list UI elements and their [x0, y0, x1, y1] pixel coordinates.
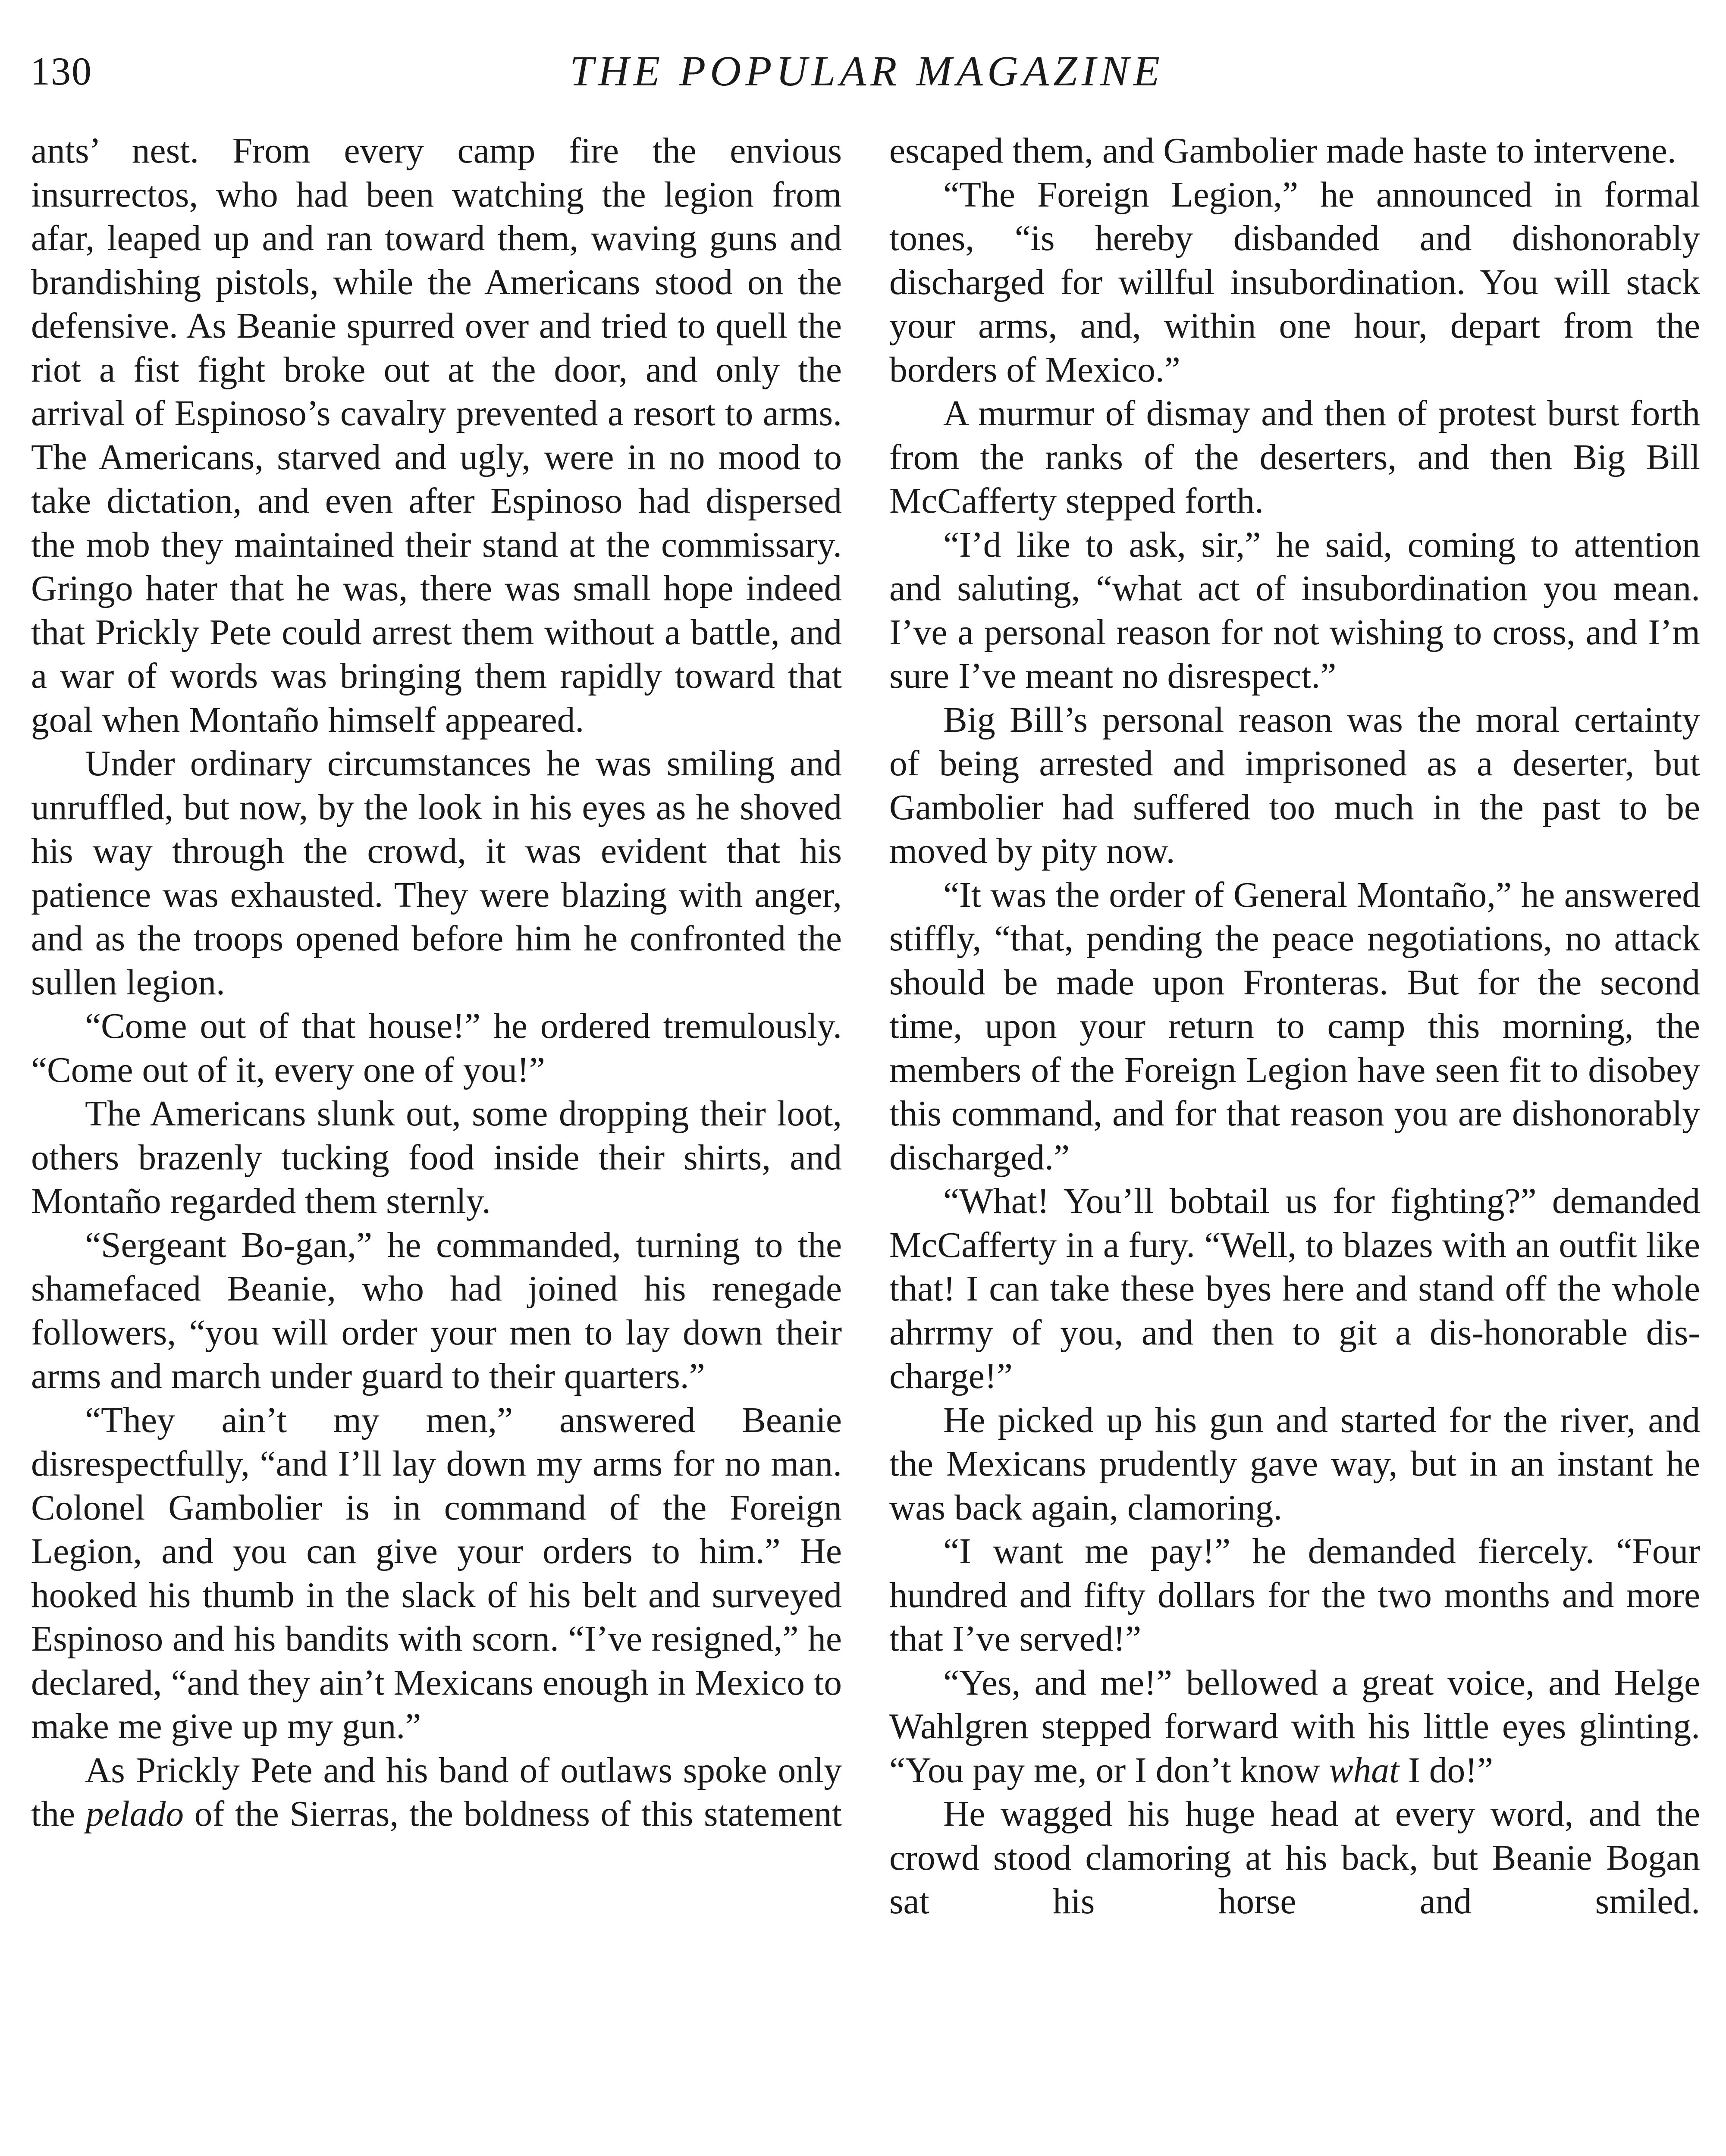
- paragraph: “The Foreign Legion,” he announced in formal tones, “is hereby disbanded and dishonorably discharged for willful insubordination. You will stack your arms, and, within one hour, depart from the borders of Mexico.”: [889, 175, 1700, 390]
- paragraph: “Sergeant Bo-gan,” he commanded, turning to the shamefaced Beanie, who had joined his renegade followers, “you will order your men to lay down their arms and march under guard to their quarters.”: [31, 1225, 842, 1396]
- paragraph: He picked up his gun and started for the river, and the Mexicans prudently gave way, but in an instant he was back again, clamoring.: [889, 1400, 1700, 1528]
- page-number: 130: [30, 49, 92, 93]
- paragraph: “I’d like to ask, sir,” he said, coming to attention and saluting, “what act of insubordination you mean. I’ve a personal reason for not wishing to cross, and I’m sure I’ve meant no disrespect.”: [889, 525, 1700, 696]
- paragraph: “They ain’t my men,” answered Beanie disrespectfully, “and I’ll lay down my arms for no man. Colonel Gambolier is in command of the Foreign Legion, and you can give your orders to him.” He hooked his thumb in the slack of his belt and surveyed Espinoso and his bandits with scorn. “I’ve resigned,” he declared, “and they ain’t Mexicans enough in Mexico to make me give up my gun.”: [31, 1400, 842, 1746]
- paragraph-text: “Yes, and me!” bellowed a great voice, and Helge Wahlgren stepped forward with his little eyes glinting. “You pay me, or I don’t know: [889, 1663, 1700, 1790]
- paragraph: “Come out of that house!” he ordered tremulously. “Come out of it, every one of you!”: [31, 1006, 842, 1090]
- paragraph: “I want me pay!” he demanded fiercely. “Four hundred and fifty dollars for the two months and more that I’ve served!”: [889, 1532, 1700, 1659]
- paragraph: Under ordinary circumstances he was smiling and unruffled, but now, by the look in his eyes as he shoved his way through the crowd, it was evident that his patience was exhausted. They were blazing with anger, and as the troops opened before him he confronted the sullen legion.: [31, 744, 842, 1003]
- paragraph: “It was the order of General Montaño,” he answered stiffly, “that, pending the peace negotiations, no attack should be made upon Fronteras. But for the second time, upon your return to camp this morning, the members of the Foreign Legion have seen fit to disobey this command, and for that reason you are dishonorably discharged.”: [889, 875, 1700, 1178]
- page-header: [30, 41, 1704, 101]
- paragraph-text: As Prickly Pete and his band of outlaws spoke only the: [31, 1750, 842, 1834]
- italic-word: pelado: [85, 1794, 184, 1834]
- italic-word: what: [1329, 1750, 1400, 1790]
- paragraph: ants’ nest. From every camp fire the envious insurrectos, who had been watching the legion from afar, leaped up and ran toward them, waving guns and brandishing pistols, while the Americans stood on the defensive. As Beanie spurred over and tried to quell the riot a fist fight broke out at the door, and only the arrival of Espinoso’s cavalry prevented a resort to arms. The Americans, starved and ugly, were in no mood to take dictation, and even after Espinoso had dispersed the mob they maintained their stand at the commissary. Gringo hater that he was, there was small hope indeed that Prickly Pete could arrest them without a battle, and a war of words was bringing them rapidly toward that goal when Montaño himself appeared.: [31, 131, 842, 740]
- paragraph: The Americans slunk out, some dropping their loot, others brazenly tucking food inside their shirts, and Montaño regarded them sternly.: [31, 1094, 842, 1221]
- paragraph: [889, 1661, 1700, 1793]
- paragraph-text: I do!”: [1399, 1750, 1494, 1790]
- paragraph: A murmur of dismay and then of protest burst forth from the ranks of the deserters, and then Big Bill McCafferty stepped forth.: [889, 394, 1700, 521]
- left-column: [31, 129, 842, 1836]
- paragraph: Big Bill’s personal reason was the moral certainty of being arrested and imprisoned as a deserter, but Gambolier had suffered too much in the past to be moved by pity now.: [889, 700, 1700, 871]
- paragraph: “What! You’ll bobtail us for fighting?” demanded McCafferty in a fury. “Well, to blazes with an outfit like that! I can take these byes here and stand off the whole ahrrmy of you, and then to git a dis-honorable dis-charge!”: [889, 1181, 1700, 1396]
- running-head: THE POPULAR MAGAZINE: [570, 47, 1164, 95]
- right-column: [889, 129, 1700, 1924]
- paragraph: [31, 1749, 842, 1836]
- paragraph: escaped them, and Gambolier made haste to intervene.: [889, 131, 1676, 171]
- paragraph-text: of the Sierras, the boldness of this statement: [183, 1794, 842, 1834]
- paragraph: He wagged his huge head at every word, and the crowd stood clamoring at his back, but Beanie Bogan sat his horse and smiled.: [889, 1794, 1700, 1921]
